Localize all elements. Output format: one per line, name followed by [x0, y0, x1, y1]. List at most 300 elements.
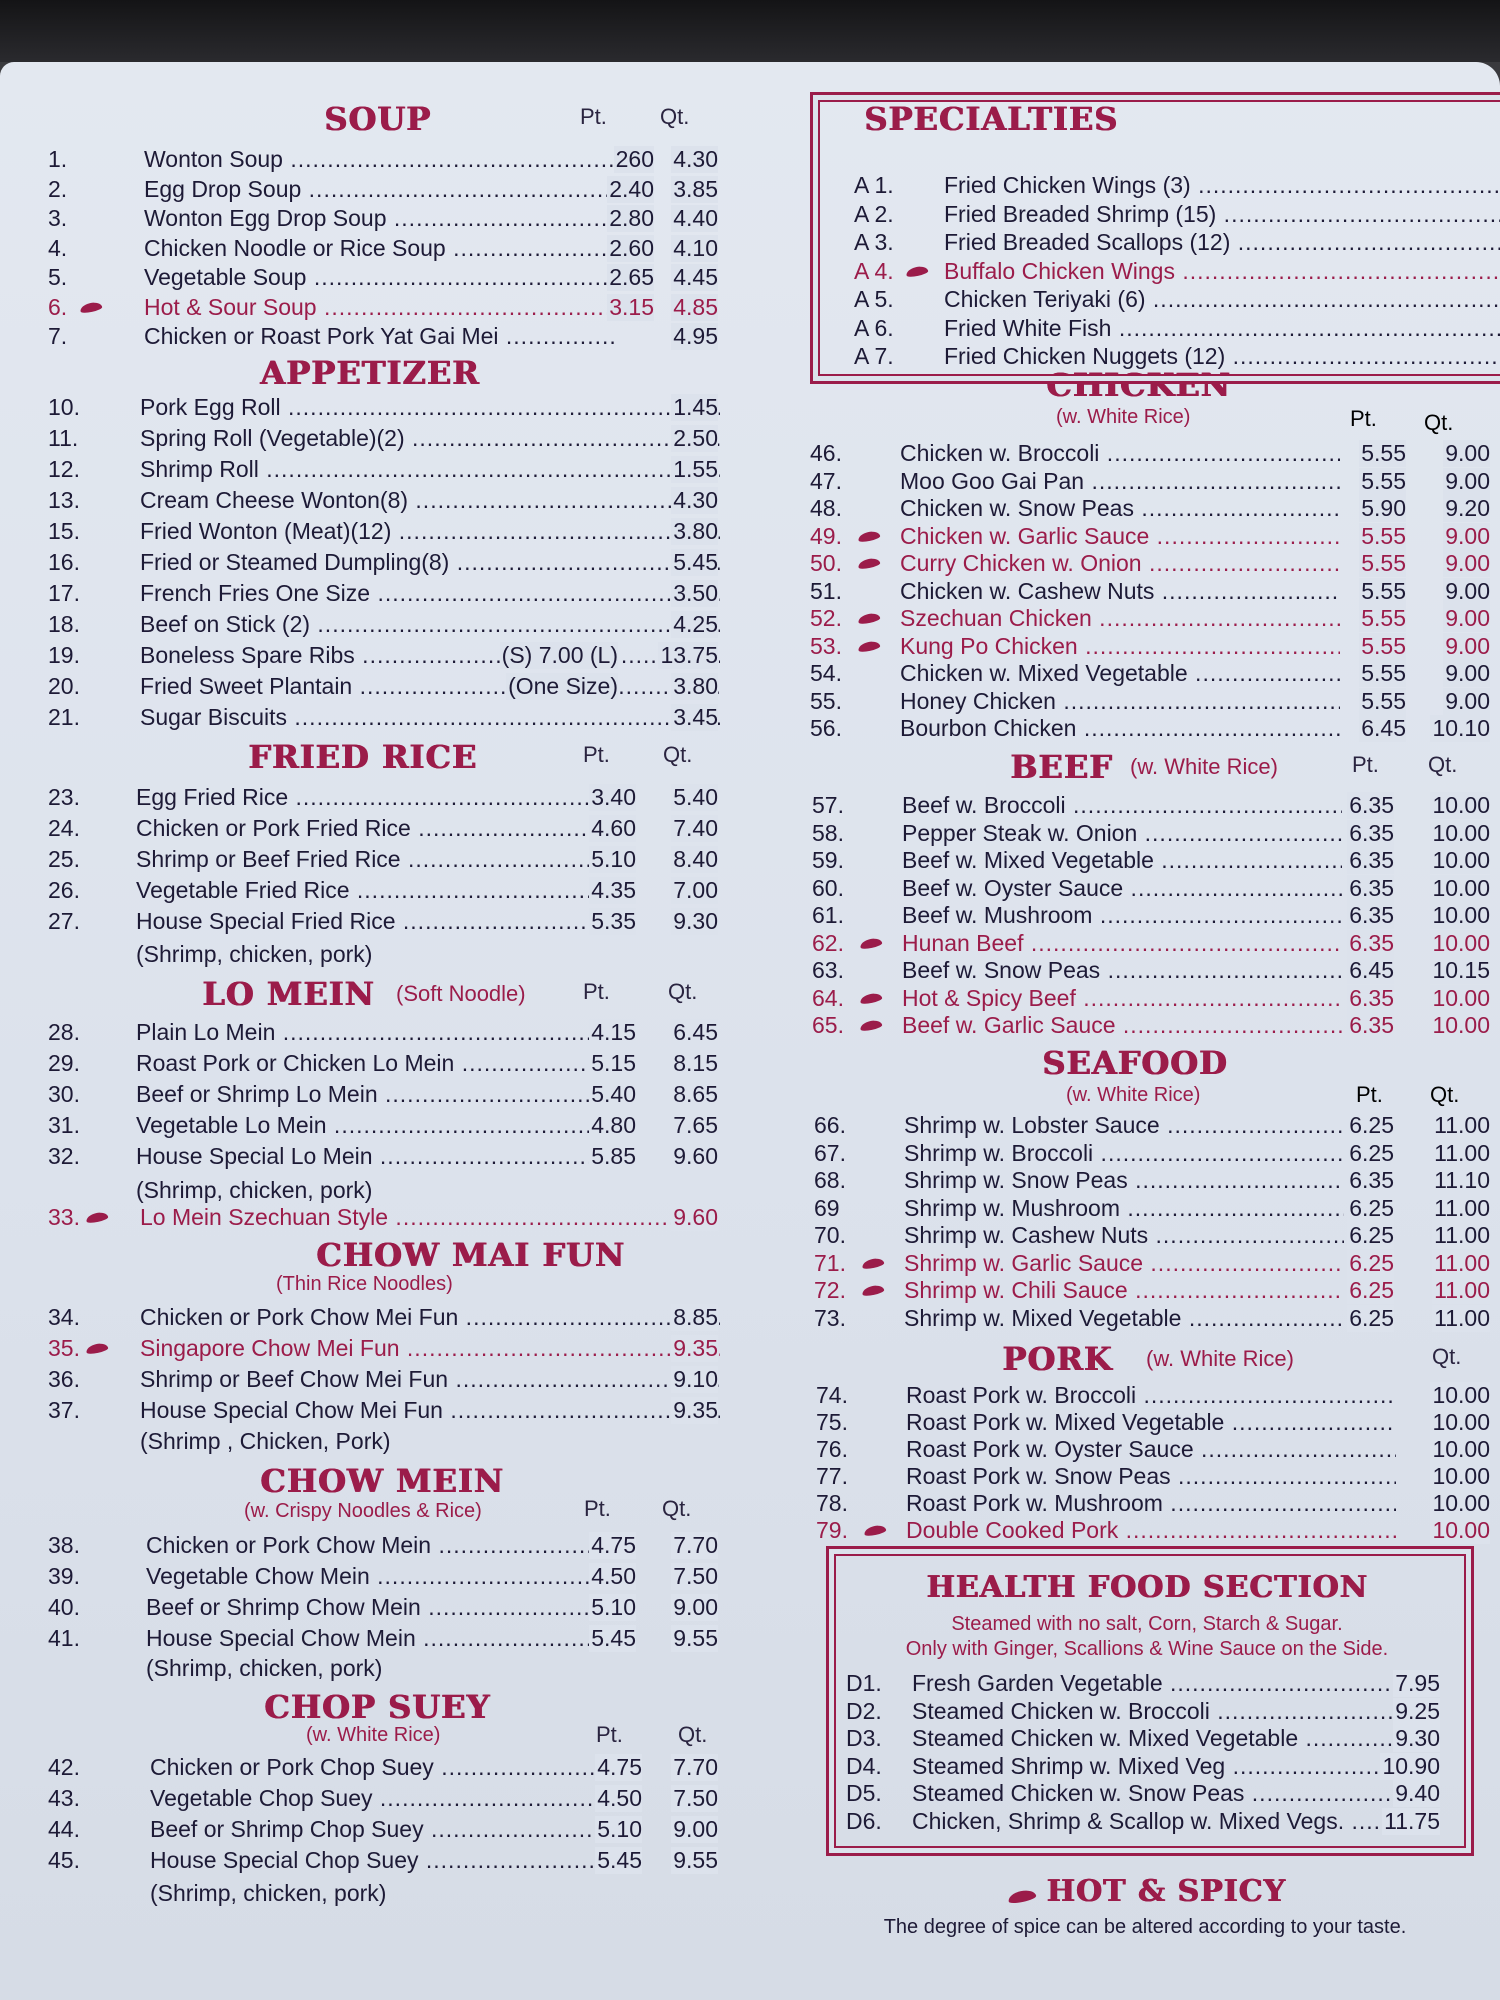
item-price-quart: 9.30 — [1395, 1725, 1440, 1751]
item-name: Fried Breaded Scallops (12) ..... — [944, 229, 1500, 256]
menu-item — [48, 425, 718, 453]
item-name: Steamed Chicken w. Snow Peas ..... — [912, 1780, 1392, 1807]
item-price-pint: 6.35 — [1349, 1167, 1394, 1193]
item-price-quart: 11.00 — [1434, 1277, 1490, 1303]
item-name: Chicken w. Garlic Sauce ..... — [900, 523, 1340, 550]
item-price-quart: 10.00 — [1432, 874, 1490, 901]
item-number: 29. — [48, 1050, 80, 1076]
item-price-quart: 10.00 — [1432, 1409, 1490, 1435]
menu-item — [48, 673, 718, 701]
item-number: 60. — [812, 874, 844, 901]
item-number: 15. — [48, 518, 80, 544]
item-number: 23. — [48, 784, 80, 810]
menu-item — [48, 815, 718, 843]
item-number: 75. — [816, 1409, 848, 1435]
menu-item — [48, 394, 718, 422]
item-number: 44. — [48, 1816, 80, 1842]
item-name: Shrimp Roll ..... — [140, 456, 720, 483]
menu-item — [800, 902, 1490, 930]
item-price-pint: 5.35 — [591, 908, 636, 934]
chow_mai_fun-title: CHOW MAI FUN — [316, 1236, 625, 1274]
item-name: Vegetable Fried Rice ..... — [136, 877, 606, 904]
item-name: Fried Chicken Wings (3) ..... — [944, 172, 1500, 199]
pork-qt-header: Qt. — [1432, 1344, 1462, 1369]
item-price-pint: 4.60 — [591, 815, 636, 841]
item-price-quart: 10.00 — [1432, 1012, 1490, 1038]
item-number: 59. — [812, 847, 844, 873]
menu-item — [800, 468, 1490, 496]
item-price-pint: 5.90 — [1361, 495, 1406, 521]
item-price-pint: 5.45 — [597, 1847, 642, 1873]
item-price-pint: 5.85 — [591, 1143, 636, 1169]
item-number: 35. — [48, 1335, 80, 1361]
item-name: Shrimp w. Broccoli ..... — [904, 1140, 1344, 1167]
item-price-quart: 4.30 — [673, 487, 718, 513]
item-number: 4. — [48, 234, 68, 261]
menu-item — [48, 1112, 718, 1140]
item-number: 40. — [48, 1594, 80, 1620]
item-number: 26. — [48, 877, 80, 903]
menu-item — [800, 985, 1490, 1013]
item-number: 25. — [48, 846, 80, 872]
item-price-pint: 5.55 — [1361, 550, 1406, 576]
item-name: Chicken w. Snow Peas ..... — [900, 495, 1340, 522]
item-price-quart: 10.00 — [1432, 1517, 1490, 1543]
item-number: 33. — [48, 1204, 80, 1230]
item-number: 13. — [48, 487, 80, 513]
item-price-quart: 11.00 — [1434, 1304, 1490, 1331]
chicken-subtitle: (w. White Rice) — [1056, 406, 1191, 428]
item-price-quart: 10.00 — [1432, 847, 1490, 873]
item-price-pint: (One Size) — [508, 673, 618, 699]
item-number: 43. — [48, 1785, 80, 1811]
item-price-quart: 8.15 — [673, 1050, 718, 1076]
item-price-quart: 11.00 — [1434, 1194, 1490, 1221]
item-price-quart: 4.45 — [673, 264, 718, 290]
item-name: Hunan Beef ..... — [902, 930, 1342, 957]
item-number: 21. — [48, 704, 80, 730]
item-number: 12. — [48, 456, 80, 482]
item-price-quart: 9.55 — [673, 1625, 718, 1651]
item-number: 32. — [48, 1143, 80, 1169]
item-price-quart: 9.30 — [673, 908, 718, 934]
item-price-pint: 2.80 — [609, 205, 654, 231]
item-price-quart: 4.95 — [673, 323, 718, 349]
item-price-pint: 6.25 — [1349, 1304, 1394, 1331]
item-name: Wonton Soup ..... — [144, 146, 614, 173]
item-number: 31. — [48, 1112, 80, 1138]
item-name: House Special Chow Mei Fun ..... — [140, 1397, 720, 1424]
menu-item — [48, 1397, 718, 1425]
item-number: 52. — [810, 605, 842, 631]
fried_rice-pt-header: Pt. — [583, 742, 610, 767]
item-name: Fried White Fish ..... — [944, 315, 1500, 342]
health-note-2: Only with Ginger, Scallions & Wine Sauce on the Side. — [905, 1638, 1389, 1660]
menu-item — [800, 1277, 1490, 1305]
item-name: Wonton Egg Drop Soup ..... — [144, 205, 614, 232]
item-name: Cream Cheese Wonton(8) ..... — [140, 487, 720, 514]
item-name: Shrimp w. Lobster Sauce ..... — [904, 1112, 1344, 1139]
menu-item — [800, 550, 1490, 578]
item-price-pint: 6.25 — [1349, 1222, 1394, 1248]
lo_mein-pt-header: Pt. — [583, 979, 610, 1004]
lo_mein-title: LO MEIN — [202, 975, 375, 1013]
item-name: Chicken or Pork Chow Mei Fun ..... — [140, 1304, 720, 1331]
item-number: 18. — [48, 611, 80, 637]
item-name: Fried Chicken Nuggets (12) ..... — [944, 343, 1500, 370]
soup-title: SOUP — [324, 100, 431, 138]
menu-item — [800, 957, 1490, 985]
item-number: 1. — [48, 146, 68, 172]
item-number: 65. — [812, 1012, 844, 1038]
item-number: 77. — [816, 1463, 848, 1489]
item-name: Pork Egg Roll ..... — [140, 394, 720, 421]
item-name: Beef w. Garlic Sauce ..... — [902, 1012, 1342, 1039]
health-title: HEALTH FOOD SECTION — [926, 1570, 1368, 1605]
item-number: 76. — [816, 1436, 848, 1462]
menu-item — [48, 1754, 718, 1782]
item-number: 38. — [48, 1532, 80, 1558]
item-number: 62. — [812, 929, 844, 956]
item-price-pint: (S) 7.00 (L) — [501, 642, 618, 668]
menu-item — [48, 877, 718, 905]
menu-item — [48, 1019, 718, 1047]
item-price-quart: 9.00 — [1445, 605, 1490, 631]
item-price-quart: 10.00 — [1432, 902, 1490, 928]
item-price-pint: 5.40 — [591, 1081, 636, 1107]
item-number: 11. — [48, 425, 79, 451]
item-name: Chicken or Pork Chow Mein ..... — [146, 1532, 616, 1559]
item-price-quart: 9.00 — [1445, 660, 1490, 686]
item-number: 78. — [816, 1490, 848, 1516]
item-price-quart: 3.50 — [673, 580, 718, 606]
item-name: Chicken, Shrimp & Scallop w. Mixed Vegs. ..... — [912, 1808, 1392, 1835]
menu-item — [48, 1785, 718, 1813]
item-price-pint: 5.45 — [591, 1625, 636, 1651]
item-number: A 5. — [854, 286, 894, 312]
item-price-pint: 3.15 — [609, 293, 654, 320]
menu-item — [48, 846, 718, 874]
item-name: Roast Pork w. Snow Peas ..... — [906, 1463, 1396, 1490]
item-number: 73. — [814, 1304, 846, 1331]
item-number: 64. — [812, 984, 844, 1011]
item-price-quart: 7.40 — [673, 815, 718, 841]
item-price-quart: 9.55 — [673, 1847, 718, 1873]
item-name: Roast Pork w. Mixed Vegetable ..... — [906, 1409, 1396, 1436]
item-price-quart: 9.35 — [673, 1397, 718, 1423]
hot-spicy-legend — [800, 1874, 1490, 1909]
item-price-pint: 6.25 — [1349, 1139, 1394, 1166]
item-price-quart: 5.40 — [673, 784, 718, 810]
pork-title: PORK — [1002, 1340, 1113, 1378]
item-number: D1. — [846, 1670, 882, 1696]
item-number: 71. — [814, 1249, 846, 1276]
item-name: Shrimp w. Mushroom ..... — [904, 1195, 1344, 1222]
item-number: D5. — [846, 1780, 882, 1806]
item-price-quart: 7.70 — [673, 1754, 718, 1780]
menu-item — [48, 1594, 718, 1622]
item-price-quart: 7.00 — [673, 877, 718, 903]
item-price-quart: 9.40 — [1395, 1780, 1440, 1806]
soup-qt-header: Qt. — [660, 104, 690, 129]
seafood-subtitle: (w. White Rice) — [1066, 1084, 1201, 1106]
seafood-title: SEAFOOD — [1042, 1044, 1228, 1082]
item-number: 20. — [48, 673, 80, 699]
item-number: D2. — [846, 1697, 882, 1724]
menu-item — [800, 578, 1490, 606]
item-price-quart: 8.85 — [673, 1304, 718, 1330]
fried_rice-header — [48, 738, 718, 774]
item-name: Chicken or Roast Pork Yat Gai Mei ..... — [144, 323, 614, 350]
item-price-pint: 6.35 — [1349, 874, 1394, 901]
item-name: Fried Breaded Shrimp (15) ..... — [944, 201, 1500, 228]
menu-item — [800, 1382, 1490, 1410]
item-price-pint: 4.15 — [591, 1019, 636, 1045]
soup-pt-header: Pt. — [580, 104, 607, 129]
item-name: Shrimp w. Garlic Sauce ..... — [904, 1250, 1344, 1277]
menu-item — [48, 611, 718, 639]
item-price-pint: 6.45 — [1361, 715, 1406, 741]
item-price-quart: 9.00 — [1445, 467, 1490, 494]
item-price-pint: 2.60 — [609, 234, 654, 261]
item-name: Szechuan Chicken ..... — [900, 605, 1340, 632]
item-name: Beef w. Broccoli ..... — [902, 792, 1342, 819]
item-number: 69 — [814, 1194, 840, 1221]
item-price-pint: 5.55 — [1361, 440, 1406, 466]
item-name: Double Cooked Pork ..... — [906, 1517, 1396, 1544]
item-price-pint: 6.35 — [1349, 929, 1394, 956]
chow_mai_fun-header — [48, 1236, 718, 1272]
menu-item — [48, 1143, 718, 1171]
item-price-pint: 4.50 — [591, 1563, 636, 1589]
chow_mein-title: CHOW MEIN — [260, 1462, 504, 1500]
item-price-pint: 5.55 — [1361, 467, 1406, 494]
item-price-quart: 7.70 — [673, 1532, 718, 1558]
item-number: A 3. — [854, 229, 894, 255]
item-name: Fried or Steamed Dumpling(8) ..... — [140, 549, 720, 576]
item-name: Fried Sweet Plantain ..... — [140, 673, 720, 700]
item-number: A 6. — [854, 314, 894, 341]
item-price-pint: 6.35 — [1349, 847, 1394, 873]
item-number: 7. — [48, 323, 68, 349]
item-name: Curry Chicken w. Onion ..... — [900, 550, 1340, 577]
item-name: Vegetable Chop Suey ..... — [150, 1785, 610, 1812]
item-name: House Special Chow Mein ..... — [146, 1625, 616, 1652]
item-name: Pepper Steak w. Onion ..... — [902, 820, 1342, 847]
item-name: Moo Goo Gai Pan ..... — [900, 468, 1340, 495]
item-number: 3. — [48, 205, 68, 231]
chicken-pt-header: Pt. — [1350, 406, 1377, 431]
item-number: 63. — [812, 957, 844, 983]
item-number: 68. — [814, 1167, 846, 1193]
fried_rice-qt-header: Qt. — [663, 742, 693, 767]
item-number: 74. — [816, 1382, 848, 1408]
item-price-quart: 4.40 — [673, 205, 718, 231]
item-description: (Shrimp, chicken, pork) — [136, 1177, 373, 1203]
menu-item — [800, 605, 1490, 633]
menu-item — [48, 1204, 718, 1232]
item-price-quart: 8.40 — [673, 846, 718, 872]
item-number: 46. — [810, 440, 842, 466]
menu-item — [800, 715, 1490, 743]
item-price-quart: 9.00 — [1445, 550, 1490, 576]
item-name: Roast Pork w. Broccoli ..... — [906, 1382, 1396, 1409]
item-number: 57. — [812, 792, 844, 818]
item-number: 39. — [48, 1563, 80, 1589]
chow_mai_fun-subtitle: (Thin Rice Noodles) — [276, 1273, 453, 1295]
item-price-quart: 9.00 — [1445, 577, 1490, 604]
item-number: A 7. — [854, 343, 894, 369]
item-price-pint: 5.10 — [591, 1594, 636, 1620]
chicken-qt-header: Qt. — [1424, 410, 1454, 435]
item-number: A 1. — [854, 172, 894, 198]
item-name: Vegetable Soup ..... — [144, 264, 614, 291]
item-number: 17. — [48, 580, 80, 606]
menu-item — [48, 235, 718, 263]
item-price-pint: 5.55 — [1361, 577, 1406, 604]
item-price-quart: 5.45 — [673, 549, 718, 575]
item-number: 6. — [48, 293, 68, 320]
item-name: Steamed Shrimp w. Mixed Veg ..... — [912, 1753, 1392, 1780]
specialties-box — [810, 92, 1500, 384]
item-price-pint: 5.10 — [597, 1816, 642, 1842]
item-price-quart: 3.80 — [673, 673, 718, 699]
item-number: D3. — [846, 1725, 882, 1751]
menu-item — [800, 820, 1490, 848]
item-price-quart: 4.25 — [673, 611, 718, 637]
item-number: A 4. — [854, 257, 894, 284]
item-number: 36. — [48, 1366, 80, 1392]
item-price-pint: 5.55 — [1361, 660, 1406, 686]
menu-item — [48, 1816, 718, 1844]
item-price-pint: 4.75 — [591, 1532, 636, 1558]
pork-subtitle: (w. White Rice) — [1146, 1346, 1294, 1371]
item-price-pint: 6.35 — [1349, 1012, 1394, 1038]
item-number: 50. — [810, 550, 842, 576]
item-number: 47. — [810, 467, 842, 494]
item-name: Bourbon Chicken ..... — [900, 715, 1340, 742]
item-number: 53. — [810, 632, 842, 659]
item-price-quart: 9.00 — [673, 1594, 718, 1620]
item-number: 37. — [48, 1397, 80, 1423]
item-number: 41. — [48, 1625, 80, 1651]
item-number: 61. — [812, 902, 844, 928]
menu-item — [48, 908, 718, 936]
hot-pepper-icon — [1007, 1888, 1037, 1905]
chicken-title: CHICKEN — [1046, 366, 1231, 404]
item-name: Lo Mein Szechuan Style ..... — [140, 1204, 700, 1231]
item-name: Beef on Stick (2) ..... — [140, 611, 720, 638]
chow_mein-pt-header: Pt. — [584, 1496, 611, 1521]
menu-item — [48, 176, 718, 204]
item-price-pint: 6.25 — [1349, 1112, 1394, 1138]
seafood-header — [800, 1044, 1490, 1080]
item-name: Kung Po Chicken ..... — [900, 633, 1340, 660]
hot-spicy-note: The degree of spice can be altered according to your taste. — [883, 1916, 1407, 1938]
item-price-pint: 6.35 — [1349, 984, 1394, 1011]
item-number: 10. — [48, 394, 80, 420]
item-price-quart: 7.95 — [1395, 1670, 1440, 1696]
item-price-quart: 10.00 — [1432, 1382, 1490, 1408]
seafood-qt-header: Qt. — [1430, 1082, 1460, 1107]
menu-item — [800, 792, 1490, 820]
menu-item — [48, 1625, 718, 1653]
menu-item — [800, 1436, 1490, 1464]
item-name: Roast Pork w. Oyster Sauce ..... — [906, 1436, 1396, 1463]
menu-item — [800, 440, 1490, 468]
item-number: 34. — [48, 1304, 80, 1330]
item-price-quart: 10.00 — [1432, 1463, 1490, 1489]
item-price-pint: 6.45 — [1349, 957, 1394, 983]
item-price-pint: 4.50 — [597, 1785, 642, 1811]
item-price-quart: 9.00 — [673, 1816, 718, 1842]
item-price-pint: 4.80 — [591, 1112, 636, 1138]
item-name: Chicken w. Cashew Nuts ..... — [900, 578, 1340, 605]
item-number: 16. — [48, 549, 80, 575]
item-name: Hot & Spicy Beef ..... — [902, 985, 1342, 1012]
menu-item — [800, 523, 1490, 551]
item-name: Beef w. Mixed Vegetable ..... — [902, 847, 1342, 874]
menu-item — [48, 1847, 718, 1875]
lo_mein-subtitle: (Soft Noodle) — [396, 981, 526, 1006]
soup-header — [48, 100, 718, 136]
menu-item — [800, 1490, 1490, 1518]
item-name: Beef or Shrimp Lo Mein ..... — [136, 1081, 616, 1108]
menu-item — [48, 549, 718, 577]
item-price-quart: 10.00 — [1432, 1490, 1490, 1516]
menu-item — [48, 323, 718, 351]
item-price-quart: 10.00 — [1432, 984, 1490, 1011]
item-price-quart: 1.55 — [673, 456, 718, 482]
item-number: 67. — [814, 1139, 846, 1166]
chow_mein-qt-header: Qt. — [662, 1496, 692, 1521]
item-price-quart: 6.45 — [673, 1019, 718, 1045]
item-number: 45. — [48, 1847, 80, 1873]
item-price-pint: 5.55 — [1361, 687, 1406, 714]
item-name: Vegetable Lo Mein ..... — [136, 1112, 616, 1139]
item-number: 58. — [812, 819, 844, 846]
menu-item — [48, 264, 718, 292]
item-name: Plain Lo Mein ..... — [136, 1019, 616, 1046]
item-price-quart: 10.00 — [1432, 819, 1490, 846]
seafood-pt-header: Pt. — [1356, 1082, 1383, 1107]
chop_suey-subtitle: (w. White Rice) — [306, 1724, 441, 1746]
menu-item — [48, 487, 718, 515]
menu-item — [800, 633, 1490, 661]
item-price-pint: 3.40 — [591, 784, 636, 810]
menu-item — [48, 518, 718, 546]
chop_suey-title: CHOP SUEY — [264, 1688, 491, 1726]
item-price-pint: 5.10 — [591, 846, 636, 872]
item-name: Shrimp w. Cashew Nuts ..... — [904, 1222, 1344, 1249]
item-price-pint: 5.15 — [591, 1050, 636, 1076]
lo_mein-qt-header: Qt. — [668, 979, 698, 1004]
menu-item — [48, 294, 718, 322]
menu-item — [48, 1335, 718, 1363]
item-price-pint: 2.40 — [609, 175, 654, 202]
item-description: (Shrimp , Chicken, Pork) — [140, 1428, 391, 1454]
item-number: 27. — [48, 908, 80, 934]
menu-item — [800, 875, 1490, 903]
item-number: 72. — [814, 1277, 846, 1303]
item-name: Chicken or Pork Chop Suey ..... — [150, 1754, 610, 1781]
item-number: 28. — [48, 1019, 80, 1045]
pork-header — [800, 1340, 1490, 1376]
item-name: Singapore Chow Mei Fun ..... — [140, 1335, 720, 1362]
item-price-quart: 4.85 — [673, 293, 718, 320]
item-name: Shrimp w. Chili Sauce ..... — [904, 1277, 1344, 1304]
menu-item — [48, 784, 718, 812]
